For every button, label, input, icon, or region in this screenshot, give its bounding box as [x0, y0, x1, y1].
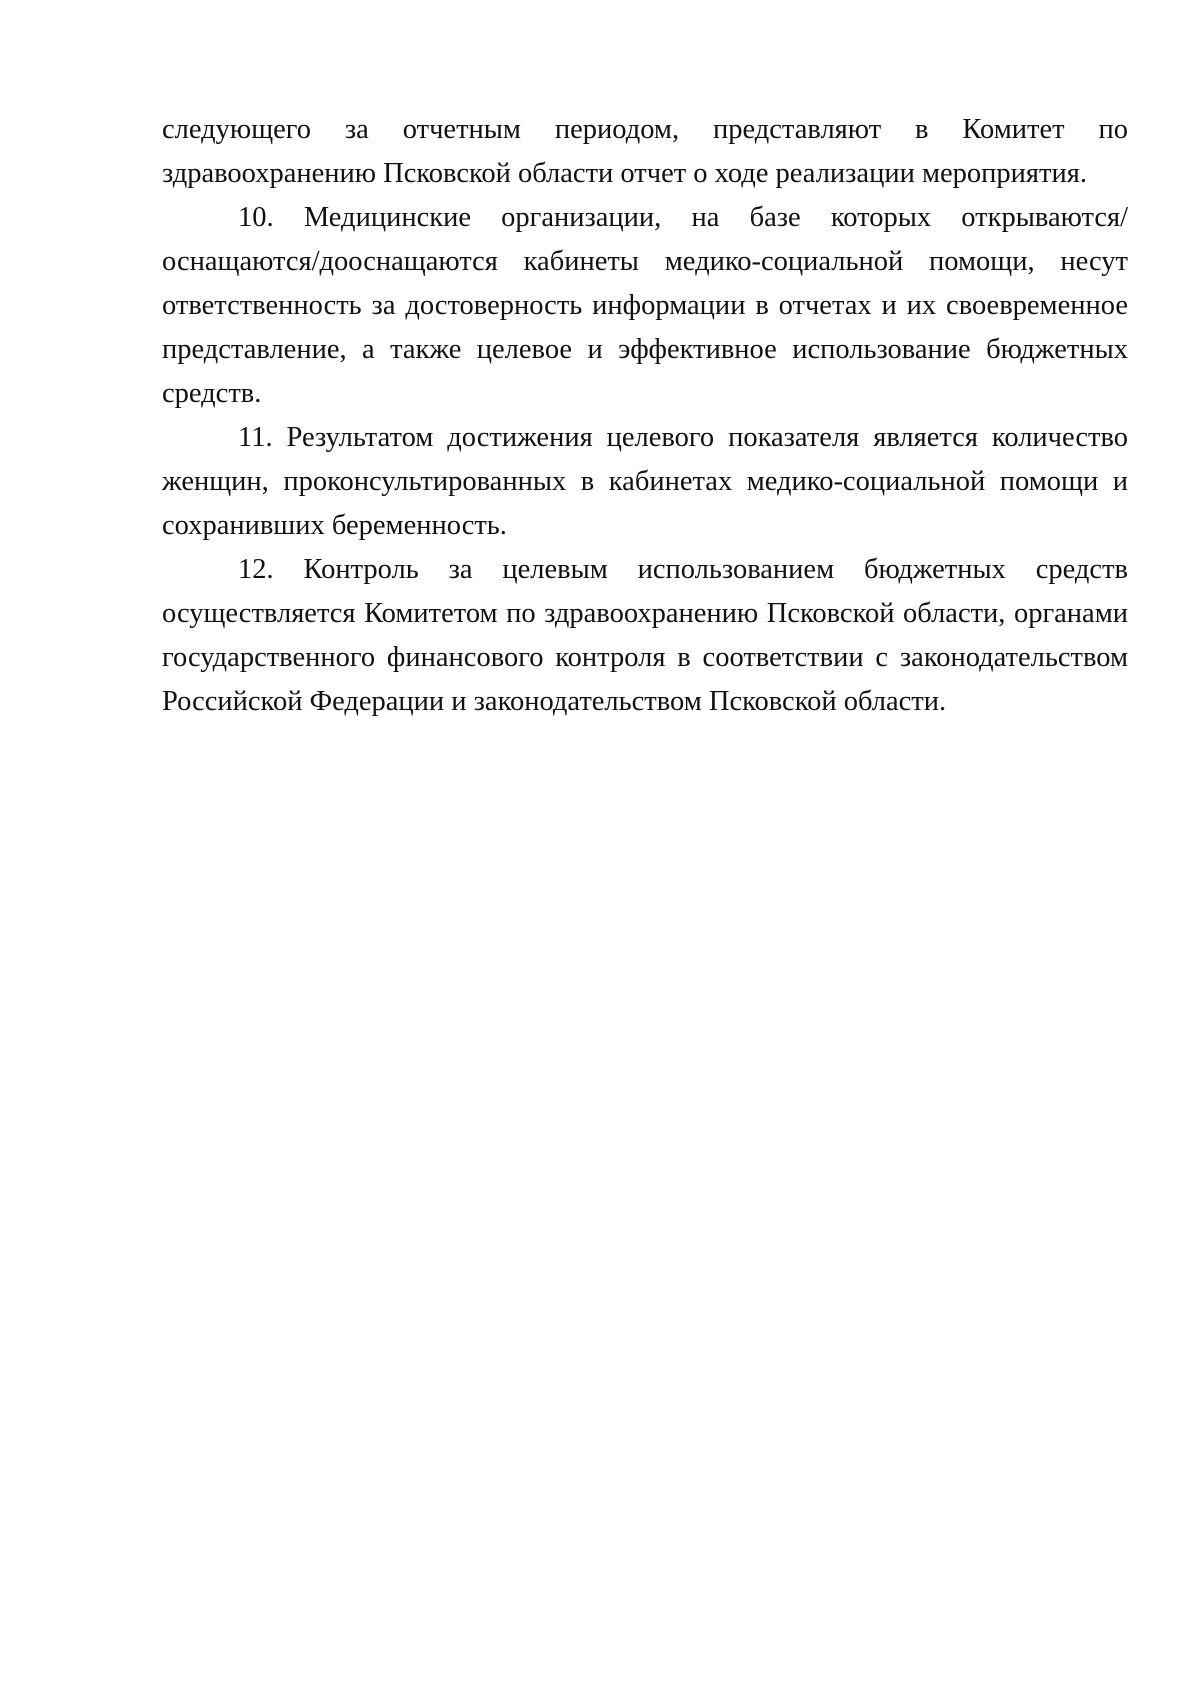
document-body: [162, 108, 1128, 724]
paragraph-item-12: 12. Контроль за целевым использованием бюджетных средств осуществляется Комитетом по здравоохранению Псковской области, органами государственного финансового контроля в соответствии с законодательством Российской Федерации и законодательством Псковской области.: [162, 554, 1128, 717]
paragraph-item-10: 10. Медицинские организации, на базе которых открываются/оснащаются/дооснащаются кабинеты медико-социальной помощи, несут ответственность за достоверность информации в отчетах и их своевременное представление, а также целевое и эффективное использование бюджетных средств.: [162, 202, 1128, 409]
paragraph-continuation: следующего за отчетным периодом, представляют в Комитет по здравоохранению Псковской области отчет о ходе реализации мероприятия.: [162, 114, 1128, 189]
paragraph-item-11: 11. Результатом достижения целевого показателя является количество женщин, проконсультированных в кабинетах медико-социальной помощи и сохранивших беременность.: [162, 422, 1128, 541]
